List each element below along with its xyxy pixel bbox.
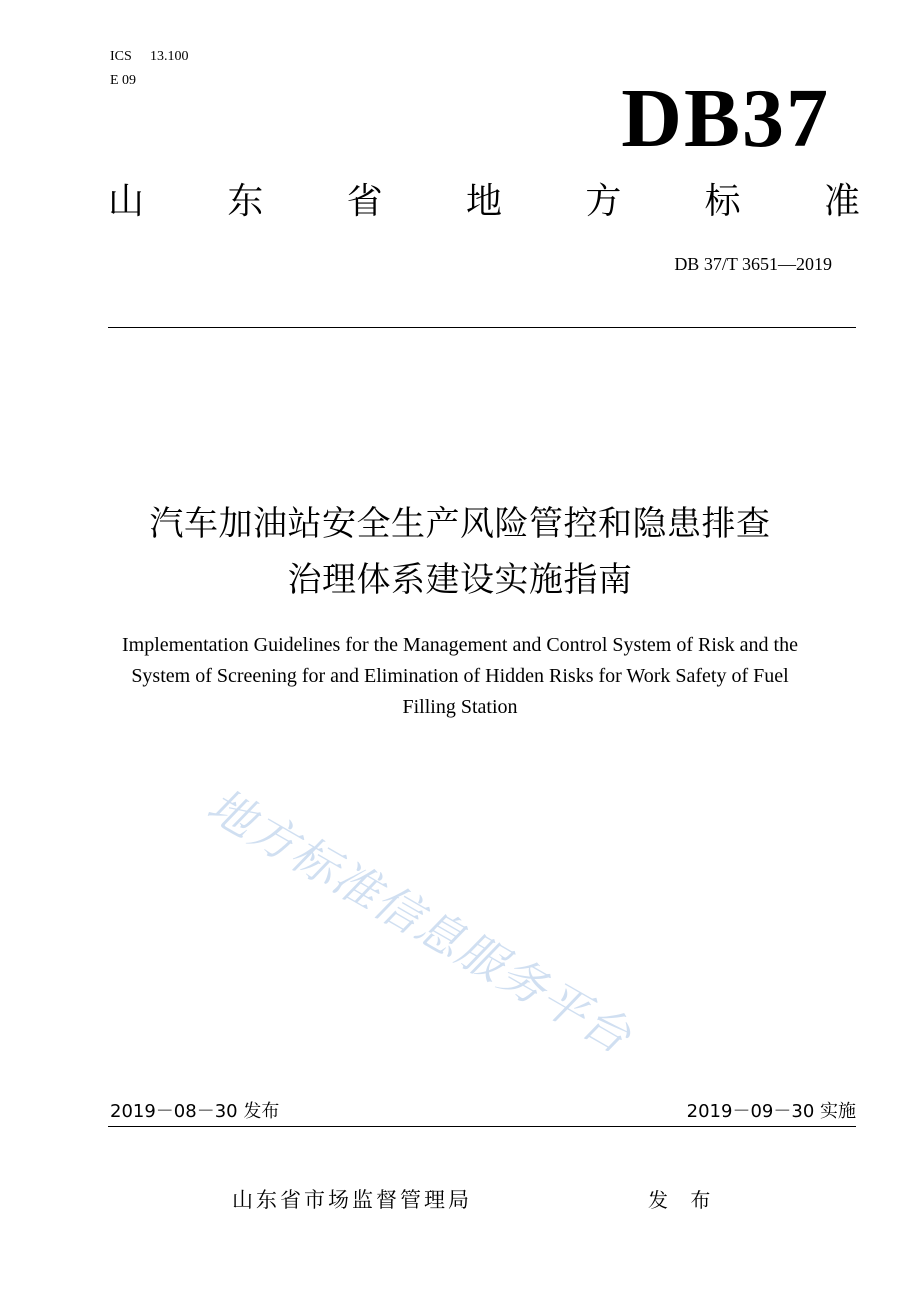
top-divider bbox=[108, 327, 856, 328]
bottom-divider bbox=[108, 1126, 856, 1127]
watermark-text: 地方标准信息服务平台 bbox=[198, 777, 642, 1065]
ccs-code: E 09 bbox=[110, 73, 137, 88]
standard-title-char: 方 bbox=[585, 181, 622, 222]
watermark bbox=[198, 740, 780, 1100]
english-title-line: System of Screening for and Elimination of Hidden Risks for Work Safety of Fuel bbox=[131, 665, 789, 687]
english-title-line: Implementation Guidelines for the Management and Control System of Risk and the bbox=[122, 634, 798, 656]
standard-title-char: 山 bbox=[108, 181, 145, 222]
ics-label: ICS bbox=[110, 49, 132, 64]
standard-number: DB 37/T 3651—2019 bbox=[674, 254, 832, 274]
standard-title-char: 省 bbox=[346, 181, 383, 222]
standard-title-char: 地 bbox=[465, 181, 502, 222]
chinese-title-line: 汽车加油站安全生产风险管控和隐患排查 bbox=[149, 504, 771, 544]
chinese-title-line: 治理体系建设实施指南 bbox=[287, 560, 633, 600]
issuing-authority: 山东省市场监督管理局 bbox=[232, 1188, 472, 1212]
standard-mark: DB37 bbox=[621, 72, 830, 165]
issue-date: 2019－08－30 发布 bbox=[110, 1101, 280, 1122]
standard-title-char: 标 bbox=[704, 181, 741, 222]
standard-title-char: 准 bbox=[823, 181, 860, 222]
ics-code: 13.100 bbox=[150, 49, 189, 64]
english-title-line: Filling Station bbox=[402, 696, 518, 718]
issued-label: 发 布 bbox=[648, 1188, 719, 1212]
standard-title bbox=[108, 176, 860, 228]
standard-title-char: 东 bbox=[227, 181, 264, 222]
chinese-title bbox=[60, 496, 860, 608]
implementation-date: 2019－09－30 实施 bbox=[686, 1101, 856, 1122]
english-title bbox=[70, 630, 850, 723]
